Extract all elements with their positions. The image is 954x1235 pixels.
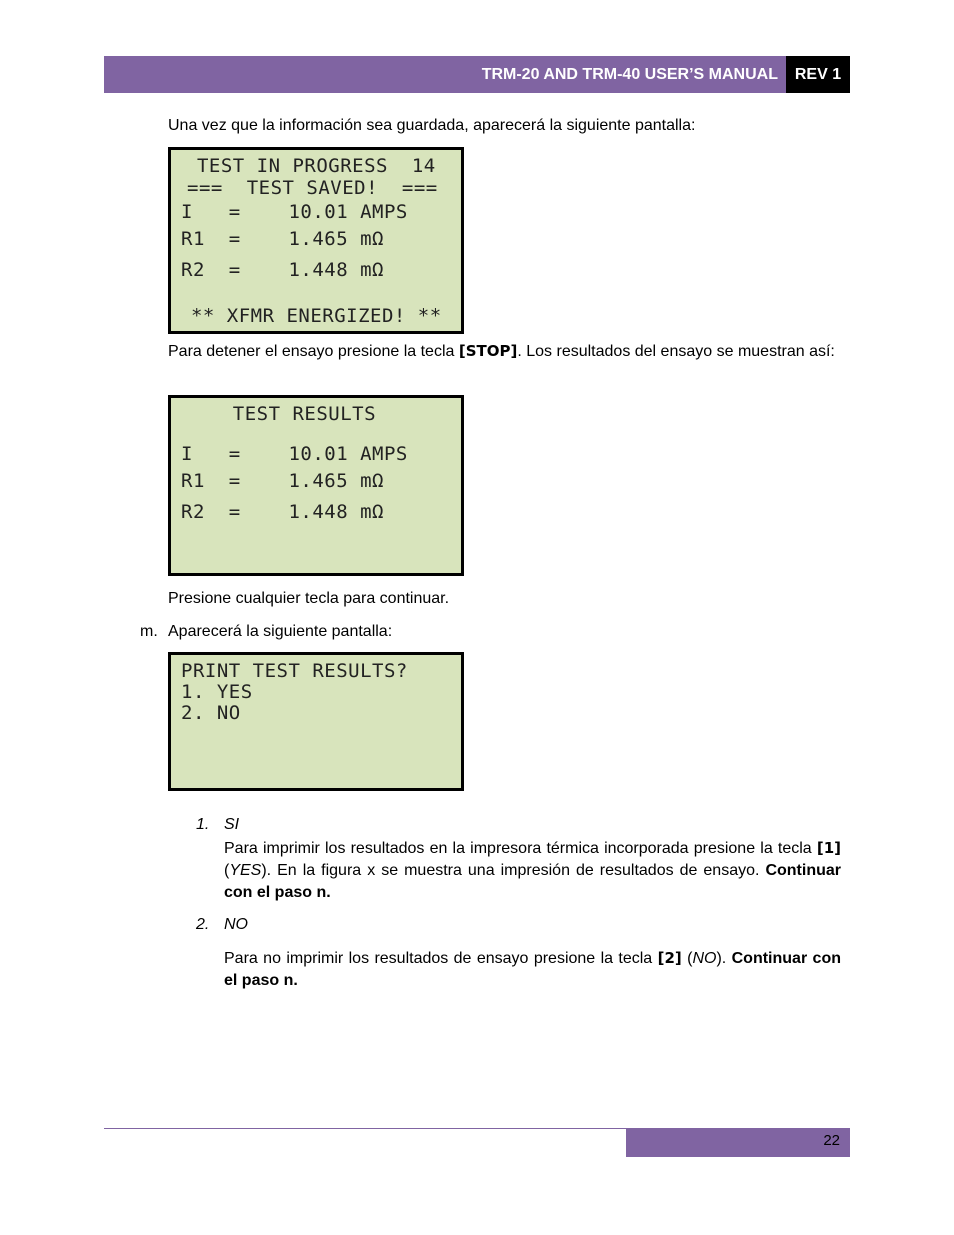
lcd-line: TEST IN PROGRESS 14 xyxy=(185,155,436,177)
step-text: Aparecerá la siguiente pantalla: xyxy=(168,623,393,640)
footer-band xyxy=(626,1129,850,1157)
revision-badge: REV 1 xyxy=(786,56,850,93)
manual-title: TRM-20 AND TRM-40 USER’S MANUAL xyxy=(481,66,778,83)
option-number: 2. xyxy=(196,916,210,933)
option-description: Para no imprimir los resultados de ensayo presione la tecla [2] (NO). Continuar con el paso n. xyxy=(224,949,841,989)
lcd-line: TEST RESULTS xyxy=(185,403,377,425)
lcd-line: R1 = 1.465 mΩ xyxy=(181,470,384,492)
lcd-line: 2. NO xyxy=(181,702,241,724)
continue-paragraph: Presione cualquier tecla para continuar. xyxy=(168,590,450,607)
stop-paragraph: Para detener el ensayo presione la tecla [STOP]. Los resultados del ensayo se muestran así: xyxy=(168,342,835,360)
lcd-line: ** XFMR ENERGIZED! ** xyxy=(179,305,442,327)
lcd-line: I = 10.01 AMPS xyxy=(181,443,408,465)
option-title: SI xyxy=(224,816,240,833)
page-number: 22 xyxy=(823,1132,840,1149)
option-title: NO xyxy=(224,916,248,933)
option-number: 1. xyxy=(196,816,210,833)
lcd-line: 1. YES xyxy=(181,681,253,703)
lcd-line: PRINT TEST RESULTS? xyxy=(181,660,408,682)
stop-key-label: [STOP] xyxy=(458,342,518,360)
option-description: Para imprimir los resultados en la impresora térmica incorporada presione la tecla [1] (YES). En la figura x se muestra una impresión de resultados de ensayo. Continuar con el paso n. xyxy=(224,839,841,901)
lcd-line: I = 10.01 AMPS xyxy=(181,201,408,223)
step-marker: m. xyxy=(140,623,158,640)
lcd-line: === TEST SAVED! === xyxy=(187,177,438,199)
header-band xyxy=(104,56,850,93)
lcd-screen-print-prompt xyxy=(168,652,464,791)
lcd-line: R2 = 1.448 mΩ xyxy=(181,501,384,523)
lcd-line: R1 = 1.465 mΩ xyxy=(181,228,384,250)
lcd-screen-test-results xyxy=(168,395,464,576)
lcd-screen-test-in-progress xyxy=(168,147,464,334)
key-label: [1] xyxy=(816,839,841,857)
intro-paragraph: Una vez que la información sea guardada, aparecerá la siguiente pantalla: xyxy=(168,117,696,134)
key-label: [2] xyxy=(657,949,682,967)
lcd-line: R2 = 1.448 mΩ xyxy=(181,259,384,281)
